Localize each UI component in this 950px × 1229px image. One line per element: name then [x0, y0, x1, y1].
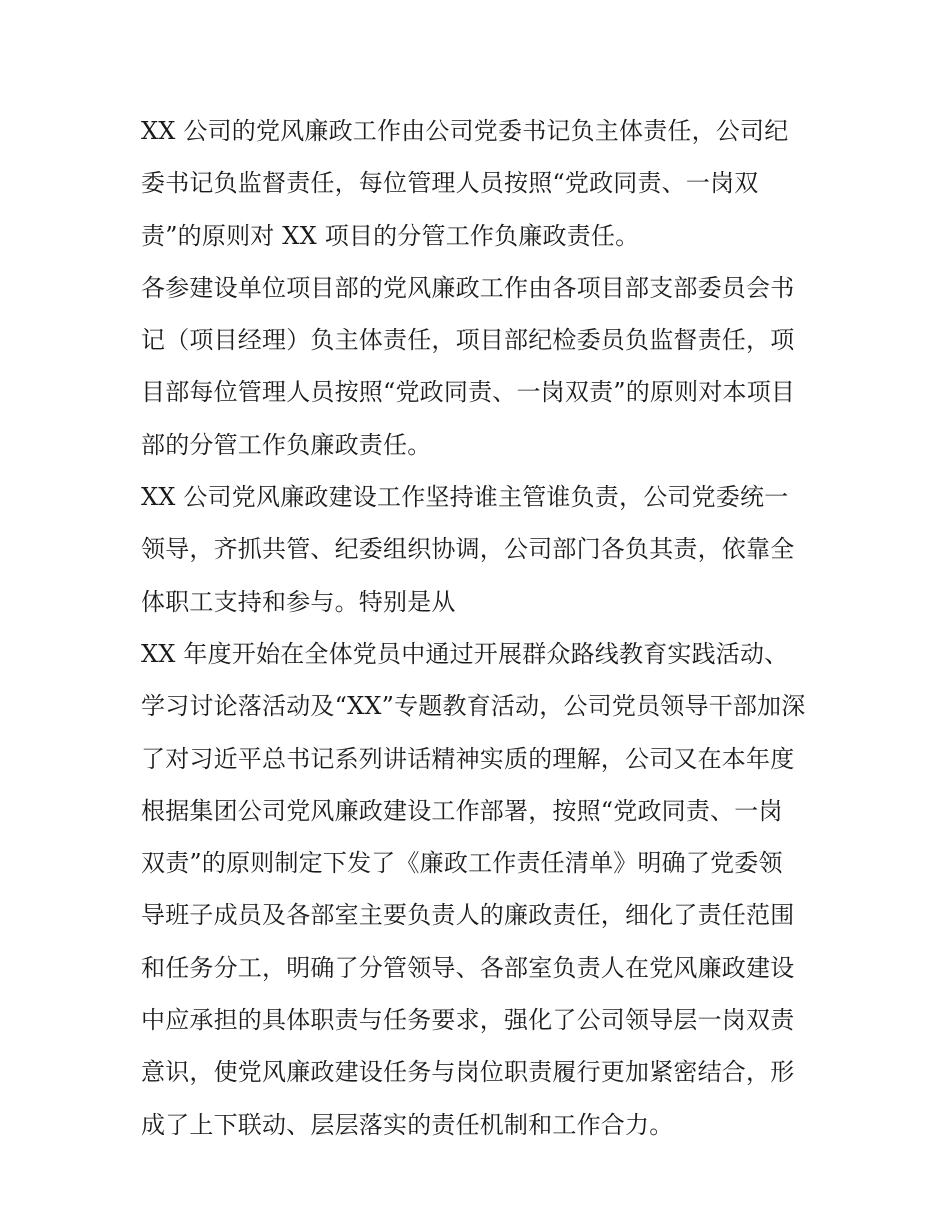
- document-body: [141, 110, 821, 1156]
- text-line: XX 年度开始在全体党员中通过开展群众路线教育实践活动、: [141, 639, 789, 668]
- text-line: 记（项目经理）负主体责任，项目部纪检委员负监督责任，项: [141, 326, 795, 355]
- text-line: 学习讨论落活动及“XX”专题教育活动，公司党员领导干部加深: [141, 692, 806, 721]
- text-line: 体职工支持和参与。特别是从: [141, 587, 456, 616]
- text-line: 双责”的原则制定下发了《廉政工作责任清单》明确了党委领: [141, 849, 783, 878]
- text-line: 中应承担的具体职责与任务要求，强化了公司领导层一岗双责: [141, 1006, 795, 1035]
- text-line: 导班子成员及各部室主要负责人的廉政责任，细化了责任范围: [141, 901, 795, 930]
- text-line: 领导，齐抓共管、纪委组织协调，公司部门各负其责，依靠全: [141, 535, 795, 564]
- text-line: 根据集团公司党风廉政建设工作部署，按照“党政同责、一岗: [141, 796, 783, 825]
- text-line: 成了上下联动、层层落实的责任机制和工作合力。: [141, 1110, 674, 1139]
- text-line: 目部每位管理人员按照“党政同责、一岗双责”的原则对本项目: [141, 378, 796, 407]
- text-line: 部的分管工作负廉政责任。: [141, 430, 432, 459]
- text-line: XX 公司党风廉政建设工作坚持谁主管谁负责，公司党委统一: [141, 483, 789, 512]
- text-line: 和任务分工，明确了分管领导、各部室负责人在党风廉政建设: [141, 953, 795, 982]
- text-line: 责”的原则对 XX 项目的分管工作负廉政责任。: [141, 221, 640, 250]
- text-line: 意识，使党风廉政建设任务与岗位职责履行更加紧密结合，形: [141, 1058, 795, 1087]
- text-line: XX 公司的党风廉政工作由公司党委书记负主体责任，公司纪: [141, 117, 789, 145]
- text-line: 各参建设单位项目部的党风廉政工作由各项目部支部委员会书: [141, 273, 795, 302]
- text-line: 了对习近平总书记系列讲话精神实质的理解，公司又在本年度: [141, 744, 795, 773]
- text-line: 委书记负监督责任，每位管理人员按照“党政同责、一岗双: [141, 169, 759, 198]
